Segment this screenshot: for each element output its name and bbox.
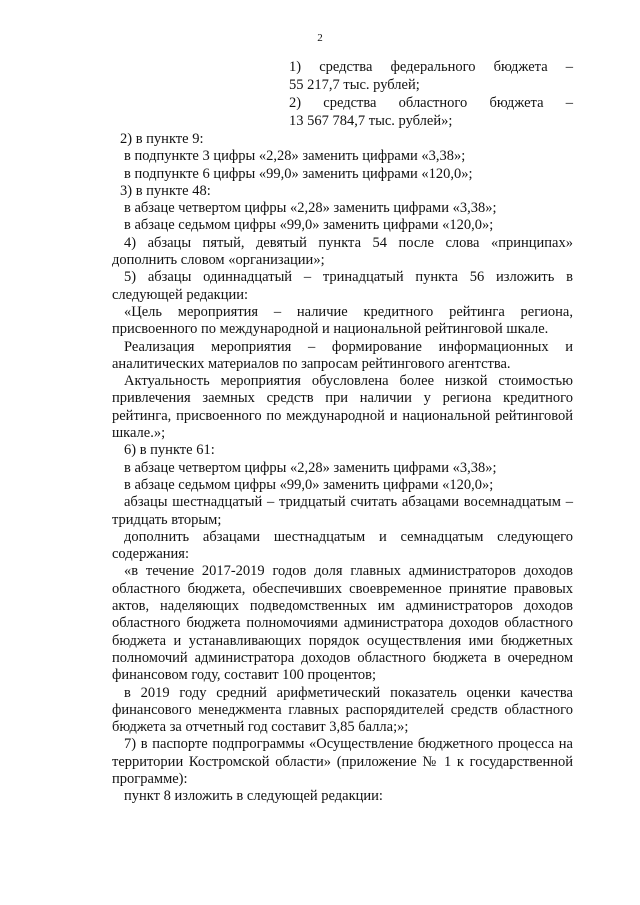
item-word: средства [323,95,377,111]
paragraph: дополнить абзацами шестнадцатым и семнадцатым следующего содержания: [112,528,573,563]
paragraph: в абзаце четвертом цифры «2,28» заменить цифрами «3,38»; [124,459,497,476]
paragraph: 7) в паспорте подпрограммы «Осуществление бюджетного процесса на территории Костромской области» (приложение № 1 к государственной программе): [112,736,573,787]
paragraph: 2) в пункте 9: [120,131,204,147]
document-body [112,131,573,806]
budget-sources [289,58,573,130]
paragraph: Актуальность мероприятия обусловлена более низкой стоимостью привлечения заемных средств при наличии у региона кредитного рейтинга, присвоенного по международной и национальной рейтинговой шкале.»; [112,373,573,442]
paragraph: 6) в пункте 61: [124,442,215,459]
item-number: 1) [289,59,302,75]
paragraph: абзацы шестнадцатый – тридцатый считать абзацами восемнадцатым – тридцать вторым; [112,494,573,528]
paragraph: 4) абзацы пятый, девятый пункта 54 после слова «принципах» дополнить словом «организации»; [112,234,573,269]
item-number: 2) [289,95,302,111]
paragraph: в подпункте 6 цифры «99,0» заменить цифрами «120,0»; [124,165,473,182]
paragraph: в подпункте 3 цифры «2,28» заменить цифрами «3,38»; [124,148,466,165]
item-dash: – [565,59,573,75]
paragraph: «Цель мероприятия – наличие кредитного рейтинга региона, присвоенного по международной и национальной рейтинговой шкале. [112,303,573,338]
page-number: 2 [317,32,323,44]
paragraph: в абзаце седьмом цифры «99,0» заменить цифрами «120,0»; [124,217,494,234]
item-word: бюджета [489,95,544,111]
paragraph: в абзаце четвертом цифры «2,28» заменить цифрами «3,38»; [124,200,497,217]
item-word: областного [398,95,468,111]
paragraph: 5) абзацы одиннадцатый – тринадцатый пункта 56 изложить в следующей редакции: [112,269,573,303]
paragraph: 3) в пункте 48: [120,182,211,199]
budget-item-regional [289,94,573,112]
paragraph: Реализация мероприятия – формирование информационных и аналитических материалов по запросам рейтингового агентства. [112,338,573,372]
paragraph: пункт 8 изложить в следующей редакции: [124,788,383,805]
item-word: средства [319,59,373,75]
budget-amount-federal: 55 217,7 тыс. рублей; [289,77,420,93]
budget-item-federal [289,58,573,76]
item-word: бюджета [493,59,548,75]
budget-amount-regional: 13 567 784,7 тыс. рублей»; [289,113,453,129]
paragraph: в абзаце седьмом цифры «99,0» заменить цифрами «120,0»; [124,476,494,493]
paragraph: «в течение 2017-2019 годов доля главных администраторов доходов областного бюджета, обеспечивших своевременное принятие правовых актов, наделяющих подведомственных им администраторов доходов областного бюджета полномочиями администратора доходов областного бюджета и устанавливающих порядок осуществления ими бюджетных полномочий администратора доходов областного бюджета в очередном финансовом году, составит 100 процентов; [112,563,573,684]
paragraph: в 2019 году средний арифметический показатель оценки качества финансового менеджмента главных распорядителей средств областного бюджета за отчетный год составит 3,85 балла;»; [112,684,573,736]
item-dash: – [565,95,573,111]
item-word: федерального [390,59,476,75]
